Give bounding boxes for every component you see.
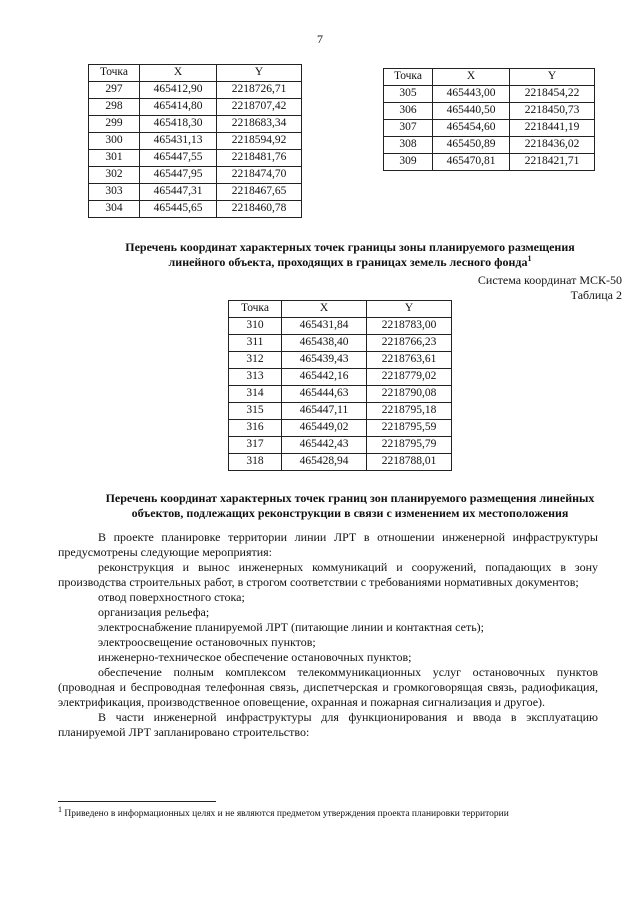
heading-line: Перечень координат характерных точек границ зон планируемого размещения линейных bbox=[105, 491, 595, 505]
cell-x: 465431,84 bbox=[282, 318, 367, 335]
cell-y: 2218783,00 bbox=[367, 318, 452, 335]
page-number: 7 bbox=[317, 32, 323, 46]
table-row bbox=[384, 154, 595, 171]
cell-x: 465470,81 bbox=[433, 154, 510, 171]
column-header-x: X bbox=[282, 301, 367, 318]
column-header-point: Точка bbox=[229, 301, 282, 318]
cell-y: 2218795,18 bbox=[367, 403, 452, 420]
table-row bbox=[229, 386, 452, 403]
cell-point: 309 bbox=[384, 154, 433, 171]
cell-y: 2218454,22 bbox=[510, 86, 595, 103]
table-header-row bbox=[229, 301, 452, 318]
cell-x: 465439,43 bbox=[282, 352, 367, 369]
cell-y: 2218795,59 bbox=[367, 420, 452, 437]
cell-x: 465414,80 bbox=[140, 99, 217, 116]
table-row bbox=[89, 184, 302, 201]
table-row bbox=[89, 133, 302, 150]
cell-point: 311 bbox=[229, 335, 282, 352]
cell-x: 465450,89 bbox=[433, 137, 510, 154]
table-body bbox=[384, 86, 595, 171]
column-header-x: X bbox=[433, 69, 510, 86]
cell-point: 297 bbox=[89, 82, 140, 99]
cell-point: 306 bbox=[384, 103, 433, 120]
table-header-row bbox=[89, 65, 302, 82]
cell-y: 2218436,02 bbox=[510, 137, 595, 154]
heading-line-text: линейного объекта, проходящих в границах земель лесного фонда bbox=[168, 255, 528, 269]
cell-x: 465445,65 bbox=[140, 201, 217, 218]
cell-x: 465447,31 bbox=[140, 184, 217, 201]
cell-point: 310 bbox=[229, 318, 282, 335]
cell-y: 2218790,08 bbox=[367, 386, 452, 403]
cell-x: 465447,55 bbox=[140, 150, 217, 167]
heading-line: Перечень координат характерных точек границы зоны планируемого размещения bbox=[125, 240, 575, 254]
cell-point: 316 bbox=[229, 420, 282, 437]
heading-line bbox=[60, 255, 640, 270]
cell-point: 308 bbox=[384, 137, 433, 154]
cell-point: 303 bbox=[89, 184, 140, 201]
cell-point: 312 bbox=[229, 352, 282, 369]
table-number-label: Таблица 2 bbox=[570, 288, 622, 302]
table-row bbox=[229, 369, 452, 386]
footnote-mark: 1 bbox=[58, 804, 62, 814]
coordinates-table-3 bbox=[228, 300, 452, 471]
cell-x: 465443,00 bbox=[433, 86, 510, 103]
cell-y: 2218441,19 bbox=[510, 120, 595, 137]
cell-point: 299 bbox=[89, 116, 140, 133]
cell-y: 2218707,42 bbox=[217, 99, 302, 116]
cell-y: 2218460,78 bbox=[217, 201, 302, 218]
cell-point: 302 bbox=[89, 167, 140, 184]
table-body bbox=[89, 82, 302, 218]
footnote bbox=[58, 804, 618, 820]
paragraph: электроосвещение остановочных пунктов; bbox=[98, 635, 316, 649]
footnote-reference: 1 bbox=[527, 254, 532, 263]
cell-point: 305 bbox=[384, 86, 433, 103]
table-row bbox=[229, 318, 452, 335]
paragraph: организация рельефа; bbox=[98, 605, 210, 619]
cell-x: 465440,50 bbox=[433, 103, 510, 120]
paragraph: В проекте планировке территории линии ЛРТ в отношении инженерной инфраструктуры предусмотрены следующие мероприятия: bbox=[58, 530, 598, 559]
column-header-y: Y bbox=[367, 301, 452, 318]
cell-x: 465442,43 bbox=[282, 437, 367, 454]
table-row bbox=[384, 86, 595, 103]
coordinates-table-1 bbox=[88, 64, 302, 218]
cell-x: 465412,90 bbox=[140, 82, 217, 99]
paragraph: реконструкция и вынос инженерных коммуникаций и сооружений, попадающих в зону производства строительных работ, в строгом соответствии с требованиями нормативных документов; bbox=[58, 560, 598, 589]
cell-y: 2218467,65 bbox=[217, 184, 302, 201]
cell-point: 313 bbox=[229, 369, 282, 386]
column-header-point: Точка bbox=[89, 65, 140, 82]
heading-forest-fund bbox=[60, 240, 640, 270]
table-row bbox=[229, 437, 452, 454]
cell-x: 465454,60 bbox=[433, 120, 510, 137]
table-body bbox=[229, 318, 452, 471]
cell-y: 2218481,76 bbox=[217, 150, 302, 167]
heading-reconstruction bbox=[60, 491, 640, 521]
column-header-y: Y bbox=[510, 69, 595, 86]
cell-point: 304 bbox=[89, 201, 140, 218]
table-row bbox=[89, 116, 302, 133]
cell-y: 2218594,92 bbox=[217, 133, 302, 150]
table-header-row bbox=[384, 69, 595, 86]
cell-y: 2218795,79 bbox=[367, 437, 452, 454]
footnote-divider bbox=[58, 801, 216, 802]
cell-x: 465438,40 bbox=[282, 335, 367, 352]
paragraph: отвод поверхностного стока; bbox=[98, 590, 245, 604]
cell-y: 2218763,61 bbox=[367, 352, 452, 369]
cell-point: 317 bbox=[229, 437, 282, 454]
paragraph: электроснабжение планируемой ЛРТ (питающие линии и контактная сеть); bbox=[98, 620, 485, 634]
cell-y: 2218421,71 bbox=[510, 154, 595, 171]
cell-x: 465449,02 bbox=[282, 420, 367, 437]
cell-y: 2218450,73 bbox=[510, 103, 595, 120]
table-row bbox=[229, 403, 452, 420]
paragraph: В части инженерной инфраструктуры для функционирования и ввода в эксплуатацию планируемой ЛРТ запланировано строительство: bbox=[58, 710, 598, 739]
cell-point: 301 bbox=[89, 150, 140, 167]
cell-point: 307 bbox=[384, 120, 433, 137]
cell-point: 315 bbox=[229, 403, 282, 420]
column-header-y: Y bbox=[217, 65, 302, 82]
table-row bbox=[89, 201, 302, 218]
cell-y: 2218683,34 bbox=[217, 116, 302, 133]
table-row bbox=[229, 420, 452, 437]
table-row bbox=[229, 454, 452, 471]
cell-x: 465428,94 bbox=[282, 454, 367, 471]
cell-x: 465444,63 bbox=[282, 386, 367, 403]
cell-point: 298 bbox=[89, 99, 140, 116]
cell-x: 465442,16 bbox=[282, 369, 367, 386]
table-row bbox=[384, 137, 595, 154]
cell-x: 465418,30 bbox=[140, 116, 217, 133]
cell-x: 465447,11 bbox=[282, 403, 367, 420]
table-row bbox=[89, 82, 302, 99]
table-row bbox=[384, 120, 595, 137]
footnote-text: Приведено в информационных целях и не являются предметом утверждения проекта планировки территории bbox=[64, 809, 509, 819]
table-row bbox=[229, 335, 452, 352]
table-row bbox=[89, 99, 302, 116]
cell-y: 2218726,71 bbox=[217, 82, 302, 99]
heading-line: объектов, подлежащих реконструкции в связи с изменением их местоположения bbox=[131, 506, 569, 520]
coordinate-system-label: Система координат МСК-50 bbox=[477, 273, 622, 287]
paragraph: инженерно-техническое обеспечение остановочных пунктов; bbox=[98, 650, 412, 664]
table-row bbox=[229, 352, 452, 369]
table-row bbox=[89, 167, 302, 184]
cell-y: 2218766,23 bbox=[367, 335, 452, 352]
cell-x: 465431,13 bbox=[140, 133, 217, 150]
cell-point: 300 bbox=[89, 133, 140, 150]
cell-point: 318 bbox=[229, 454, 282, 471]
table-row bbox=[384, 103, 595, 120]
cell-y: 2218779,02 bbox=[367, 369, 452, 386]
cell-y: 2218788,01 bbox=[367, 454, 452, 471]
cell-x: 465447,95 bbox=[140, 167, 217, 184]
paragraph: обеспечение полным комплексом телекоммуникационных услуг остановочных пунктов (проводная и беспроводная телефонная связь, диспетчерская и громкоговорящая связь, радиофикация, электрификация, производственное оповещение, охранная и пожарная сигнализация и другое). bbox=[58, 665, 598, 709]
column-header-x: X bbox=[140, 65, 217, 82]
table-row bbox=[89, 150, 302, 167]
column-header-point: Точка bbox=[384, 69, 433, 86]
cell-y: 2218474,70 bbox=[217, 167, 302, 184]
cell-point: 314 bbox=[229, 386, 282, 403]
coordinates-table-2 bbox=[383, 68, 595, 171]
body-text bbox=[58, 530, 598, 740]
